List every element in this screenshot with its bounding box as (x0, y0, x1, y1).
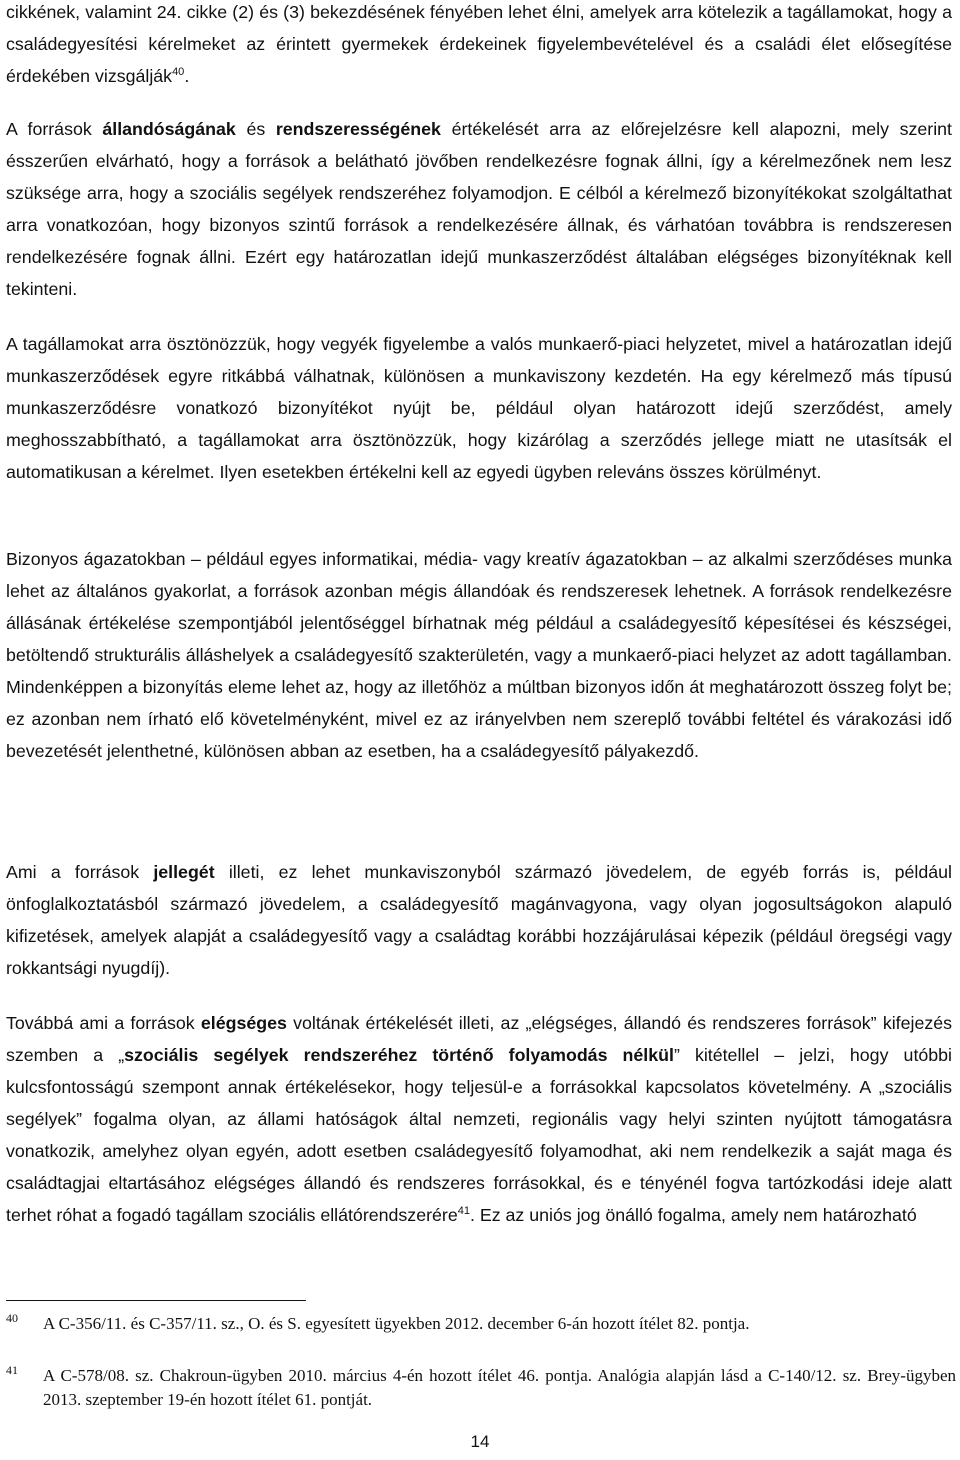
text-run: Továbbá ami a források (6, 1013, 201, 1033)
footnote-ref: 40 (172, 66, 185, 79)
text-run: és (235, 119, 276, 139)
paragraph-sectors (6, 543, 952, 767)
text-run: Bizonyos ágazatokban – például egyes informatikai, média- vagy kreatív ágazatokban – az alkalmi szerződéses munka lehet az általános gyakorlat, a források azonban mégis állandóak és rendszeresek lehetnek. A források rendelkezésre állásának értékelése szempontjából jelentőséggel bírhatnak még például a családegyesítő képesítései és készségei, betöltendő strukturális álláshelyek a családegyesítő szakterületén, vagy a munkaerő-piaci helyzet az adott tagállamban. Mindenképpen a bizonyítás eleme lehet az, hogy az illetőhöz a múltban bizonyos időn át meghatározott összeg folyt be; ez azonban nem írható elő követelményként, mivel ez az irányelvben nem szereplő további feltétel és várakozási idő bevezetését jelenthetné, különösen abban az esetben, ha a családegyesítő pályakezdő. (6, 549, 952, 761)
text-run: cikkének, valamint 24. cikke (2) és (3) bekezdésének fényében lehet élni, amelyek arra kötelezik a tagállamokat, hogy a családegyesítési kérelmeket az érintett gyermekek érdekeinek figyelembevételével és a családi élet elősegítése érdekében vizsgálják (6, 2, 952, 86)
text-run: értékelését arra az előrejelzésre kell alapozni, mely szerint ésszerűen elvárható, hogy a források a belátható jövőben rendelkezésre fognak állni, így a kérelmezőnek nem lesz szüksége arra, hogy a szociális segélyek rendszeréhez folyamodjon. E célból a kérelmező bizonyítékokat szolgáltathat arra vonatkozóan, hogy bizonyos szintű források a rendelkezésére állnak, és várhatóan továbbra is rendszeresen rendelkezésére fognak állni. Ezért egy határozatlan idejű munkaszerződést általában elégséges bizonyítéknak kell tekinteni. (6, 119, 952, 299)
paragraph-continuation (6, 0, 952, 92)
bold-text: állandóságának (102, 119, 236, 139)
footnote-separator (6, 1300, 306, 1301)
footnote-number: 41 (6, 1363, 18, 1377)
text-run: A tagállamokat arra ösztönözzük, hogy vegyék figyelembe a valós munkaerő-piaci helyzetet, mivel a határozatlan idejű munkaszerződések egyre ritkábbá válhatnak, különösen a munkaviszony kezdetén. Ha egy kérelmező más típusú munkaszerződésre vonatkozó bizonyítékot nyújt be, például olyan határozott idejű szerződést, amely meghosszabbítható, a tagállamokat arra ösztönözzük, hogy kizárólag a szerződés jellege miatt ne utasítsák el automatikusan a kérelmet. Ilyen esetekben értékelni kell az egyedi ügyben releváns összes körülményt. (6, 334, 952, 482)
text-run: voltának értékelését illeti, az „elégséges, állandó és rendszeres források” kifejezés szemben a „ (6, 1013, 952, 1065)
paragraph-sufficiency (6, 1007, 952, 1231)
text-run: . Ez az uniós jog önálló fogalma, amely nem határozható (469, 1205, 917, 1225)
footnote-text: A C-578/08. sz. Chakroun-ügyben 2010. március 4-én hozott ítélet 46. pontja. Analógia alapján lásd a C-140/12. sz. Brey-ügyben 2013. szeptember 19-én hozott ítélet 61. pontját. (43, 1366, 956, 1409)
text-run: ” kitétellel – jelzi, hogy utóbbi kulcsfontosságú szempont annak értékelésekor, hogy teljesül-e a forrásokkal kapcsolatos követelmény. A „szociális segélyek” fogalma olyan, az állami hatóságok által nemzeti, regionális vagy helyi szinten nyújtott támogatásra vonatkozik, amelyhez olyan egyén, adott esetben családegyesítő folyamodhat, aki nem rendelkezik a saját maga és családtagjai eltartásához elégséges állandó és rendszeres forrásokkal, és e tényénél fogva tartózkodási ideje alatt terhet róhat a fogadó tagállam szociális ellátórendszerére (6, 1045, 953, 1225)
text-run: A források (6, 119, 103, 139)
footnote-text: A C-356/11. és C-357/11. sz., O. és S. egyesített ügyekben 2012. december 6-án hozott ítélet 82. pontja. (43, 1314, 750, 1333)
text-run: Ami a források (6, 862, 154, 882)
footnote-number: 40 (6, 1311, 18, 1325)
paragraph-resources-stability (6, 113, 952, 305)
text-run: . (184, 66, 190, 86)
paragraph-nature-of-resources (6, 856, 952, 984)
text-run: illeti, ez lehet munkaviszonyból származó jövedelem, de egyéb forrás is, például önfoglalkoztatásból származó jövedelem, a családegyesítő magánvagyona, vagy olyan jogosultságokon alapuló kifizetések, amelyek alapját a családegyesítő vagy a családtag korábbi hozzájárulásai képezik (például öregségi vagy rokkantsági nyugdíj). (6, 862, 952, 978)
bold-text: szociális segélyek rendszeréhez történő folyamodás nélkül (124, 1045, 674, 1065)
footnote-ref: 41 (457, 1205, 470, 1218)
bold-text: rendszerességének (275, 119, 441, 139)
bold-text: jellegét (153, 862, 215, 882)
paragraph-labour-market (6, 328, 952, 488)
page-number: 14 (470, 1432, 490, 1451)
bold-text: elégséges (200, 1013, 287, 1033)
